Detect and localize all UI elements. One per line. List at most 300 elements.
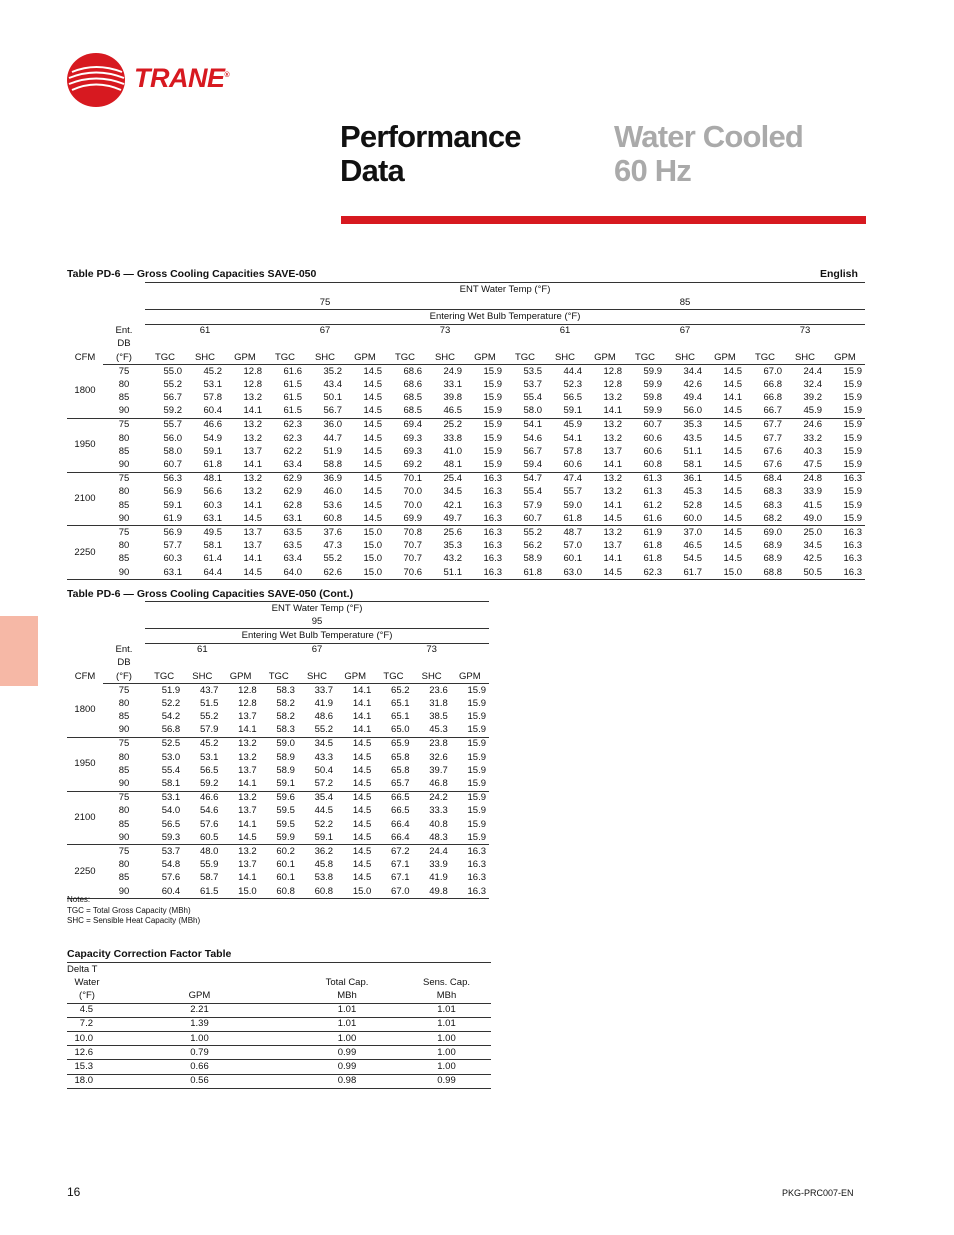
table-cell: 70.7 bbox=[403, 540, 422, 552]
table-cell: 16.3 bbox=[825, 526, 865, 540]
table-cell: 16.3 bbox=[483, 553, 502, 565]
table-cell: 60.3 bbox=[203, 499, 222, 511]
table-row bbox=[67, 737, 489, 751]
water-temp-header: 85 bbox=[505, 296, 865, 310]
table-cell: 15.9 bbox=[451, 831, 489, 845]
water-temp-header: 75 bbox=[145, 296, 505, 310]
table-cell: 49.7 bbox=[425, 512, 465, 526]
ccf-cell: 0.79 bbox=[107, 1046, 292, 1060]
table-cell: 51.1 bbox=[683, 445, 702, 457]
table-cell: 15.9 bbox=[465, 405, 505, 419]
table-cell: 15.0 bbox=[345, 566, 385, 580]
table-cell: 59.4 bbox=[505, 458, 545, 472]
table-cell: 13.7 bbox=[238, 805, 257, 817]
table-cell: 56.7 bbox=[163, 392, 182, 404]
table-cell: 14.1 bbox=[225, 458, 265, 472]
table-cell: 14.1 bbox=[585, 458, 625, 472]
ccf-cell: 7.2 bbox=[67, 1017, 107, 1031]
table-cell: 70.7 bbox=[403, 553, 422, 565]
trane-logo-icon bbox=[66, 52, 126, 108]
table-cell: 54.2 bbox=[161, 711, 181, 723]
table-cell: 14.5 bbox=[705, 458, 745, 472]
ent-water-label: ENT Water Temp (°F) bbox=[145, 283, 865, 297]
table-row bbox=[67, 553, 865, 566]
cfm-value: 2100 bbox=[67, 472, 103, 526]
table-cell: 60.7 bbox=[625, 418, 665, 432]
table-cell: 61.8 bbox=[185, 458, 225, 472]
header-row-db bbox=[67, 657, 489, 670]
table-cell: 55.7 bbox=[145, 418, 185, 432]
table-cell: 56.7 bbox=[305, 405, 345, 419]
table-cell: 34.5 bbox=[443, 486, 462, 498]
table-cell: 15.9 bbox=[825, 365, 865, 379]
table-cell: 46.5 bbox=[683, 540, 702, 552]
table-cell: 57.7 bbox=[163, 540, 182, 552]
table-cell: 13.7 bbox=[238, 711, 257, 723]
table-cell: 13.2 bbox=[603, 392, 622, 404]
table-cell: 15.9 bbox=[451, 791, 489, 805]
table-cell: 65.9 bbox=[374, 737, 412, 751]
table-cell: 65.7 bbox=[374, 777, 412, 791]
table-cell: 50.1 bbox=[323, 392, 342, 404]
table-cell: 16.3 bbox=[467, 872, 486, 884]
table-cell: 56.5 bbox=[563, 392, 582, 404]
table-cell: 14.5 bbox=[363, 445, 382, 457]
table-cell: 59.1 bbox=[203, 445, 222, 457]
table-cell: 62.3 bbox=[283, 432, 302, 444]
table-cell: 38.5 bbox=[429, 711, 448, 723]
table-cell: 13.2 bbox=[603, 432, 622, 444]
table-cell: 15.9 bbox=[843, 445, 862, 457]
table-cell: 69.2 bbox=[385, 458, 425, 472]
table-cell: 15.9 bbox=[465, 365, 505, 379]
table-cell: 55.2 bbox=[505, 526, 545, 540]
table-cell: 13.2 bbox=[238, 751, 257, 763]
table-cell: 50.5 bbox=[785, 566, 825, 580]
table-cell: 14.5 bbox=[345, 418, 385, 432]
table-cell: 59.1 bbox=[545, 405, 585, 419]
db-value: 90 bbox=[103, 512, 145, 526]
table-cell: 61.6 bbox=[625, 512, 665, 526]
table-cell: 48.1 bbox=[425, 458, 465, 472]
table-cell: 13.2 bbox=[243, 432, 262, 444]
ccf-header-sens: Sens. Cap. bbox=[423, 976, 470, 988]
table-cell: 54.0 bbox=[161, 805, 181, 817]
table-cell: 13.2 bbox=[221, 737, 259, 751]
ccf-header-row-2 bbox=[67, 976, 491, 989]
table-cell: 59.8 bbox=[643, 392, 662, 404]
column-header: TGC bbox=[634, 351, 656, 363]
ccf-header-water: Water bbox=[74, 976, 100, 988]
db-value: 90 bbox=[103, 885, 145, 899]
table-cell: 41.9 bbox=[314, 697, 334, 709]
table-cell: 67.2 bbox=[374, 845, 412, 859]
table-cell: 43.7 bbox=[183, 684, 221, 698]
table-cell: 45.3 bbox=[413, 724, 451, 738]
db-value: 85 bbox=[118, 392, 130, 404]
table-cell: 60.8 bbox=[625, 458, 665, 472]
notes-heading: Notes: bbox=[67, 895, 91, 904]
table-row bbox=[67, 764, 489, 777]
table-cell: 55.2 bbox=[298, 724, 336, 738]
table-cell: 23.8 bbox=[413, 737, 451, 751]
table-cell: 68.6 bbox=[403, 378, 422, 390]
table-cell: 58.9 bbox=[276, 751, 295, 763]
table-cell: 40.8 bbox=[429, 818, 448, 830]
table-cell: 46.5 bbox=[425, 405, 465, 419]
table-cell: 61.9 bbox=[145, 512, 185, 526]
table-cell: 13.2 bbox=[585, 526, 625, 540]
table-cell: 53.1 bbox=[145, 791, 183, 805]
table-row bbox=[67, 684, 489, 698]
table-cell: 13.2 bbox=[225, 472, 265, 486]
table-cell: 32.4 bbox=[803, 378, 822, 390]
table-cell: 65.8 bbox=[391, 764, 410, 776]
table-cell: 59.6 bbox=[260, 791, 298, 805]
table-cell: 13.7 bbox=[243, 540, 262, 552]
column-header: GPM bbox=[234, 351, 256, 363]
table-cell: 62.2 bbox=[283, 445, 302, 457]
table-cell: 13.2 bbox=[243, 486, 262, 498]
table-cell: 12.8 bbox=[221, 684, 259, 698]
note-tgc: TGC = Total Gross Capacity (MBh) bbox=[67, 905, 191, 915]
table-cell: 14.5 bbox=[352, 818, 372, 830]
table-cell: 54.9 bbox=[203, 432, 222, 444]
table-cell: 60.7 bbox=[505, 512, 545, 526]
ccf-cell: 0.99 bbox=[292, 1046, 402, 1060]
table-cell: 59.1 bbox=[163, 499, 182, 511]
table-cell: 56.0 bbox=[665, 405, 705, 419]
table-cell: 14.1 bbox=[336, 684, 374, 698]
table-cell: 53.1 bbox=[203, 378, 222, 390]
table-cell: 58.2 bbox=[276, 711, 295, 723]
table-row bbox=[67, 526, 865, 540]
db-value: 75 bbox=[103, 365, 145, 379]
table-cell: 14.5 bbox=[345, 458, 385, 472]
table-cell: 68.9 bbox=[763, 553, 782, 565]
table-cell: 45.3 bbox=[683, 486, 702, 498]
table-cell: 52.3 bbox=[563, 378, 582, 390]
table-cell: 14.5 bbox=[352, 751, 372, 763]
ccf-cell: 18.0 bbox=[67, 1074, 107, 1088]
table-cell: 13.7 bbox=[603, 540, 622, 552]
ent-db-label-2: DB bbox=[117, 657, 131, 669]
table-cell: 16.3 bbox=[465, 512, 505, 526]
table-cell: 36.0 bbox=[305, 418, 345, 432]
db-value: 85 bbox=[118, 764, 130, 776]
table-cell: 15.9 bbox=[483, 432, 502, 444]
table-row bbox=[67, 472, 865, 486]
table-cell: 14.1 bbox=[352, 711, 372, 723]
column-header: TGC bbox=[514, 351, 536, 363]
table-cell: 37.6 bbox=[305, 526, 345, 540]
table-cell: 15.0 bbox=[363, 553, 382, 565]
header-row-water-label bbox=[67, 602, 489, 616]
table-cell: 15.0 bbox=[363, 540, 382, 552]
column-header: SHC bbox=[674, 351, 696, 363]
header-row-columns bbox=[67, 351, 865, 365]
table-cell: 14.1 bbox=[603, 553, 622, 565]
table-cell: 24.2 bbox=[413, 791, 451, 805]
table-cell: 68.6 bbox=[385, 365, 425, 379]
table-cell: 13.2 bbox=[585, 472, 625, 486]
table-cell: 35.4 bbox=[298, 791, 336, 805]
column-header: TGC bbox=[268, 670, 289, 682]
table-cell: 65.2 bbox=[374, 684, 412, 698]
table-cell: 13.2 bbox=[603, 486, 622, 498]
ccf-row bbox=[67, 1017, 491, 1031]
table-cell: 59.2 bbox=[183, 777, 221, 791]
table-cell: 16.3 bbox=[825, 566, 865, 580]
table-cell: 65.1 bbox=[391, 697, 410, 709]
table-cell: 59.1 bbox=[260, 777, 298, 791]
table-cell: 60.2 bbox=[260, 845, 298, 859]
table-cell: 34.5 bbox=[298, 737, 336, 751]
table-cell: 44.5 bbox=[314, 805, 334, 817]
table-row bbox=[67, 777, 489, 791]
column-header: TGC bbox=[394, 351, 416, 363]
ccf-cell: 1.01 bbox=[402, 1003, 491, 1017]
table-row bbox=[67, 818, 489, 831]
db-value: 90 bbox=[103, 458, 145, 472]
table-cell: 41.5 bbox=[803, 499, 822, 511]
ccf-cell: 2.21 bbox=[107, 1003, 292, 1017]
table-cell: 62.3 bbox=[265, 418, 305, 432]
table-cell: 15.9 bbox=[465, 458, 505, 472]
table-cell: 12.8 bbox=[238, 697, 257, 709]
table-cell: 66.8 bbox=[763, 378, 782, 390]
table-cell: 35.2 bbox=[305, 365, 345, 379]
table-cell: 25.0 bbox=[785, 526, 825, 540]
ccf-header-sens-unit: MBh bbox=[402, 989, 491, 1003]
table-cell: 15.9 bbox=[483, 392, 502, 404]
table-cell: 58.8 bbox=[305, 458, 345, 472]
table-cell: 48.7 bbox=[545, 526, 585, 540]
table-cell: 45.9 bbox=[545, 418, 585, 432]
table-cell: 58.9 bbox=[276, 764, 295, 776]
table-cell: 53.1 bbox=[199, 751, 219, 763]
table-row bbox=[67, 365, 865, 379]
cfm-value: 1950 bbox=[67, 418, 103, 472]
ccf-header-total-unit: MBh bbox=[292, 989, 402, 1003]
table-cell: 25.4 bbox=[425, 472, 465, 486]
table-cell: 62.3 bbox=[625, 566, 665, 580]
table-cell: 14.5 bbox=[723, 553, 742, 565]
table-cell: 14.5 bbox=[352, 764, 372, 776]
table-cell: 47.5 bbox=[785, 458, 825, 472]
table-cell: 59.9 bbox=[625, 365, 665, 379]
table-cell: 66.5 bbox=[391, 805, 410, 817]
table-cell: 45.8 bbox=[314, 859, 334, 871]
column-header: TGC bbox=[154, 351, 176, 363]
table-cell: 70.6 bbox=[385, 566, 425, 580]
table-cell: 61.5 bbox=[283, 378, 302, 390]
ccf-cell: 1.01 bbox=[292, 1017, 402, 1031]
table-cell: 54.6 bbox=[523, 432, 542, 444]
table-cell: 64.0 bbox=[265, 566, 305, 580]
table-cell: 15.9 bbox=[467, 751, 486, 763]
ccf-cell: 10.0 bbox=[67, 1031, 107, 1045]
table-cell: 59.9 bbox=[260, 831, 298, 845]
table-cell: 46.8 bbox=[413, 777, 451, 791]
column-header: SHC bbox=[554, 351, 576, 363]
table-cell: 14.5 bbox=[345, 405, 385, 419]
table-cell: 62.6 bbox=[305, 566, 345, 580]
ccf-row bbox=[67, 1046, 491, 1060]
table-cell: 48.3 bbox=[413, 831, 451, 845]
table-cell: 43.4 bbox=[323, 378, 342, 390]
table-cell: 61.2 bbox=[643, 499, 662, 511]
table-cell: 12.8 bbox=[585, 365, 625, 379]
table-cell: 31.8 bbox=[429, 697, 448, 709]
table-cell: 57.9 bbox=[523, 499, 542, 511]
ewb-label: Entering Wet Bulb Temperature (°F) bbox=[145, 310, 865, 324]
table-cell: 53.7 bbox=[145, 845, 183, 859]
wb-temp-header: 67 bbox=[679, 325, 691, 337]
table-cell: 14.5 bbox=[352, 805, 372, 817]
table-cell: 59.1 bbox=[298, 831, 336, 845]
table-cell: 14.5 bbox=[345, 512, 385, 526]
table-cell: 60.1 bbox=[276, 859, 295, 871]
table-cell: 57.0 bbox=[563, 540, 582, 552]
table-cell: 61.4 bbox=[203, 553, 222, 565]
table-cell: 62.9 bbox=[265, 472, 305, 486]
table-cell: 49.5 bbox=[185, 526, 225, 540]
table-cell: 56.9 bbox=[145, 526, 185, 540]
table-cell: 13.7 bbox=[243, 445, 262, 457]
header-row-ewb-label bbox=[67, 310, 865, 324]
table-row bbox=[67, 697, 489, 710]
table-cell: 41.9 bbox=[429, 872, 448, 884]
table-cell: 14.5 bbox=[363, 486, 382, 498]
header-row-ewb-label bbox=[67, 629, 489, 643]
table-cell: 70.1 bbox=[385, 472, 425, 486]
table-cell: 15.9 bbox=[467, 711, 486, 723]
column-header: SHC bbox=[194, 351, 216, 363]
ccf-header-row-1 bbox=[67, 963, 491, 977]
ccf-cell: 0.98 bbox=[292, 1074, 402, 1088]
table1-title: Table PD-6 — Gross Cooling Capacities SAVE-050 bbox=[67, 268, 317, 280]
ccf-cell: 1.00 bbox=[107, 1031, 292, 1045]
ccf-cell: 12.6 bbox=[67, 1046, 107, 1060]
table-cell: 16.3 bbox=[465, 566, 505, 580]
ent-db-label-3: (°F) bbox=[116, 351, 132, 363]
table-row bbox=[67, 751, 489, 764]
table-cell: 51.5 bbox=[199, 697, 219, 709]
table-cell: 14.1 bbox=[221, 724, 259, 738]
table-cell: 61.8 bbox=[505, 566, 545, 580]
ccf-cell: 0.56 bbox=[107, 1074, 292, 1088]
db-value: 80 bbox=[118, 859, 130, 871]
cfm-value: 2100 bbox=[67, 791, 103, 845]
table-cell: 14.5 bbox=[345, 472, 385, 486]
table-cell: 60.7 bbox=[145, 458, 185, 472]
table-cell: 36.9 bbox=[305, 472, 345, 486]
table-cell: 14.5 bbox=[363, 378, 382, 390]
table-cell: 14.1 bbox=[243, 553, 262, 565]
table-cell: 58.3 bbox=[260, 684, 298, 698]
table-cell: 43.2 bbox=[443, 553, 462, 565]
table-cell: 54.1 bbox=[563, 432, 582, 444]
table-cell: 12.8 bbox=[225, 365, 265, 379]
table-row bbox=[67, 831, 489, 845]
table-cell: 60.0 bbox=[665, 512, 705, 526]
table-cell: 42.5 bbox=[803, 553, 822, 565]
table-cell: 56.5 bbox=[199, 764, 219, 776]
table-cell: 59.5 bbox=[276, 818, 295, 830]
table-cell: 58.1 bbox=[203, 540, 222, 552]
table-cell: 60.6 bbox=[545, 458, 585, 472]
column-header: TGC bbox=[274, 351, 296, 363]
table-cell: 60.8 bbox=[305, 512, 345, 526]
table-cell: 55.2 bbox=[199, 711, 219, 723]
table-cell: 14.5 bbox=[336, 737, 374, 751]
table-cell: 51.9 bbox=[323, 445, 342, 457]
table-cell: 63.5 bbox=[265, 526, 305, 540]
ccf-cell: 1.00 bbox=[402, 1031, 491, 1045]
db-value: 80 bbox=[118, 540, 130, 552]
ent-db-label-3: (°F) bbox=[116, 670, 132, 682]
table-cell: 49.4 bbox=[683, 392, 702, 404]
ccf-header-gpm: GPM bbox=[107, 989, 292, 1003]
ccf-cell: 0.99 bbox=[292, 1060, 402, 1074]
table-cell: 13.2 bbox=[221, 845, 259, 859]
table-cell: 34.4 bbox=[665, 365, 705, 379]
table-cell: 13.2 bbox=[221, 791, 259, 805]
table-cell: 60.1 bbox=[276, 872, 295, 884]
table-cell: 16.3 bbox=[483, 540, 502, 552]
table-cell: 40.3 bbox=[803, 445, 822, 457]
table-cell: 14.5 bbox=[336, 777, 374, 791]
db-value: 85 bbox=[118, 499, 130, 511]
table-cell: 63.1 bbox=[265, 512, 305, 526]
db-value: 90 bbox=[103, 724, 145, 738]
table2-title: Table PD-6 — Gross Cooling Capacities SAVE-050 (Cont.) bbox=[67, 588, 354, 600]
table-cell: 15.9 bbox=[451, 684, 489, 698]
cfm-value: 2250 bbox=[67, 526, 103, 580]
table-cell: 55.4 bbox=[161, 764, 181, 776]
page-subtitle: Water Cooled 60 Hz bbox=[614, 119, 804, 188]
db-value: 90 bbox=[103, 831, 145, 845]
table-cell: 55.2 bbox=[163, 378, 182, 390]
table-row bbox=[67, 711, 489, 724]
ccf-row bbox=[67, 1031, 491, 1045]
ccf-cell: 1.00 bbox=[292, 1031, 402, 1045]
table-cell: 68.2 bbox=[745, 512, 785, 526]
table-cell: 33.9 bbox=[429, 859, 448, 871]
table-cell: 14.5 bbox=[723, 486, 742, 498]
table-cell: 16.3 bbox=[825, 472, 865, 486]
table-cell: 60.4 bbox=[185, 405, 225, 419]
page-number: 16 bbox=[67, 1185, 81, 1199]
table-cell: 33.9 bbox=[803, 486, 822, 498]
column-header: SHC bbox=[434, 351, 456, 363]
performance-table-2 bbox=[67, 601, 489, 899]
ccf-cell: 1.01 bbox=[292, 1003, 402, 1017]
table-cell: 14.5 bbox=[705, 512, 745, 526]
table-cell: 53.0 bbox=[161, 751, 181, 763]
table-cell: 51.9 bbox=[145, 684, 183, 698]
table-cell: 57.9 bbox=[183, 724, 221, 738]
table-cell: 55.4 bbox=[523, 392, 542, 404]
table-cell: 58.3 bbox=[260, 724, 298, 738]
table-cell: 33.3 bbox=[429, 805, 448, 817]
table-cell: 56.8 bbox=[145, 724, 183, 738]
table-cell: 13.7 bbox=[238, 859, 257, 871]
table-cell: 15.9 bbox=[825, 512, 865, 526]
cfm-header: CFM bbox=[74, 351, 96, 363]
db-value: 85 bbox=[118, 872, 130, 884]
